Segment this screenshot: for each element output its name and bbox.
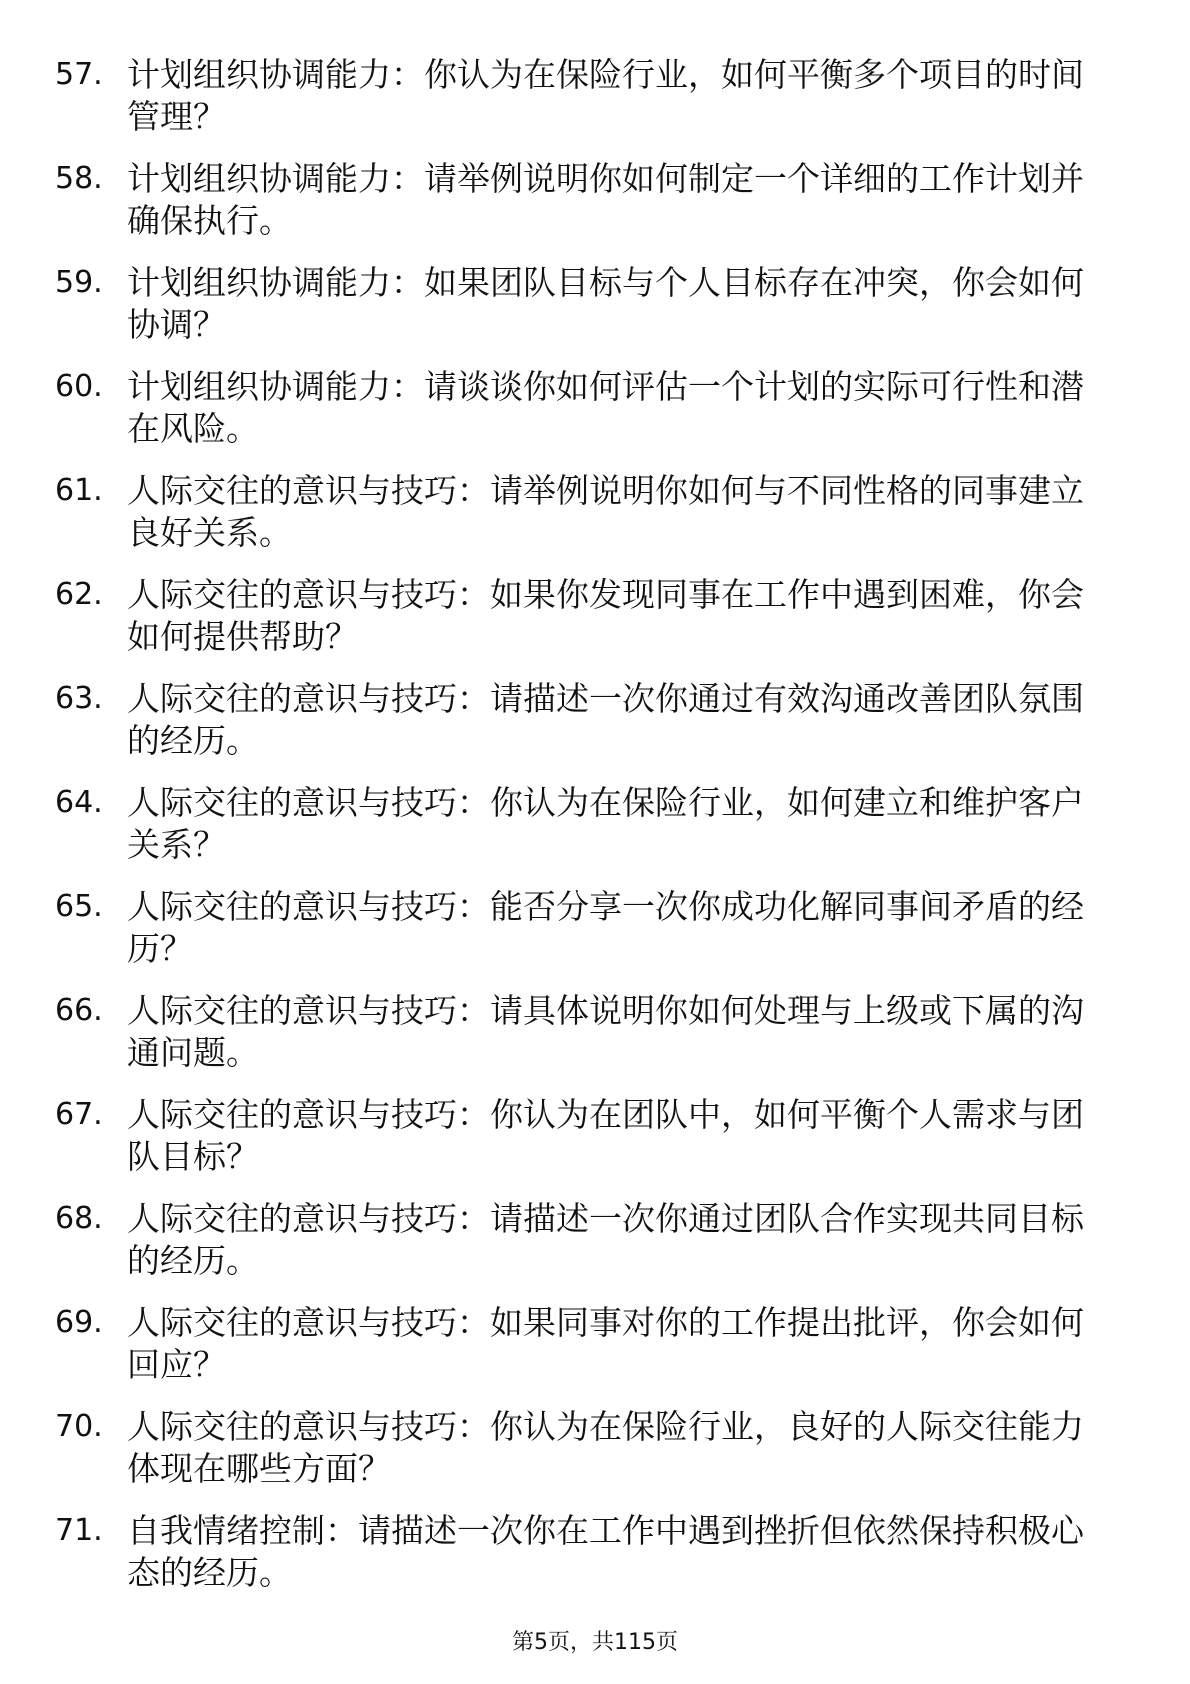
question-number: 62. <box>55 577 103 612</box>
page-number-label: 第5页，共115页 <box>512 1630 678 1655</box>
question-list <box>0 54 1190 1614</box>
list-item <box>0 678 1190 782</box>
question-number: 58. <box>55 161 103 196</box>
question-number: 68. <box>55 1201 103 1236</box>
question-text: 人际交往的意识与技巧：如果同事对你的工作提出批评，你会如何回应？ <box>127 1303 1084 1384</box>
list-item <box>0 782 1190 886</box>
question-number: 70. <box>55 1409 103 1444</box>
question-number: 64. <box>55 785 103 820</box>
list-item <box>0 158 1190 262</box>
question-number: 67. <box>55 1097 103 1132</box>
question-text: 计划组织协调能力：请举例说明你如何制定一个详细的工作计划并确保执行。 <box>127 159 1084 240</box>
question-number: 71. <box>55 1513 103 1548</box>
question-text: 人际交往的意识与技巧：请描述一次你通过团队合作实现共同目标的经历。 <box>127 1199 1084 1280</box>
list-item <box>0 990 1190 1094</box>
question-text: 人际交往的意识与技巧：请具体说明你如何处理与上级或下属的沟通问题。 <box>127 991 1084 1072</box>
list-item <box>0 1406 1190 1510</box>
list-item <box>0 1198 1190 1302</box>
question-text: 人际交往的意识与技巧：你认为在团队中，如何平衡个人需求与团队目标？ <box>127 1095 1084 1176</box>
question-number: 60. <box>55 369 103 404</box>
question-text: 计划组织协调能力：你认为在保险行业，如何平衡多个项目的时间管理？ <box>127 55 1084 136</box>
question-number: 69. <box>55 1305 103 1340</box>
question-text: 人际交往的意识与技巧：请描述一次你通过有效沟通改善团队氛围的经历。 <box>127 679 1084 760</box>
list-item <box>0 574 1190 678</box>
question-text: 计划组织协调能力：请谈谈你如何评估一个计划的实际可行性和潜在风险。 <box>127 367 1084 448</box>
question-text: 人际交往的意识与技巧：你认为在保险行业，良好的人际交往能力体现在哪些方面？ <box>127 1407 1084 1488</box>
question-text: 人际交往的意识与技巧：请举例说明你如何与不同性格的同事建立良好关系。 <box>127 471 1084 552</box>
page-footer <box>0 1628 1190 1658</box>
question-text: 人际交往的意识与技巧：如果你发现同事在工作中遇到困难，你会如何提供帮助？ <box>127 575 1084 656</box>
question-text: 自我情绪控制：请描述一次你在工作中遇到挫折但依然保持积极心态的经历。 <box>127 1511 1084 1592</box>
list-item <box>0 1510 1190 1614</box>
list-item <box>0 470 1190 574</box>
list-item <box>0 886 1190 990</box>
question-number: 57. <box>55 57 103 92</box>
question-number: 66. <box>55 993 103 1028</box>
question-number: 63. <box>55 681 103 716</box>
question-number: 59. <box>55 265 103 300</box>
question-text: 计划组织协调能力：如果团队目标与个人目标存在冲突，你会如何协调？ <box>127 263 1084 344</box>
question-number: 65. <box>55 889 103 924</box>
question-text: 人际交往的意识与技巧：你认为在保险行业，如何建立和维护客户关系？ <box>127 783 1084 864</box>
list-item <box>0 54 1190 158</box>
question-text: 人际交往的意识与技巧：能否分享一次你成功化解同事间矛盾的经历？ <box>127 887 1084 968</box>
list-item <box>0 366 1190 470</box>
list-item <box>0 1302 1190 1406</box>
list-item <box>0 1094 1190 1198</box>
list-item <box>0 262 1190 366</box>
question-number: 61. <box>55 473 103 508</box>
